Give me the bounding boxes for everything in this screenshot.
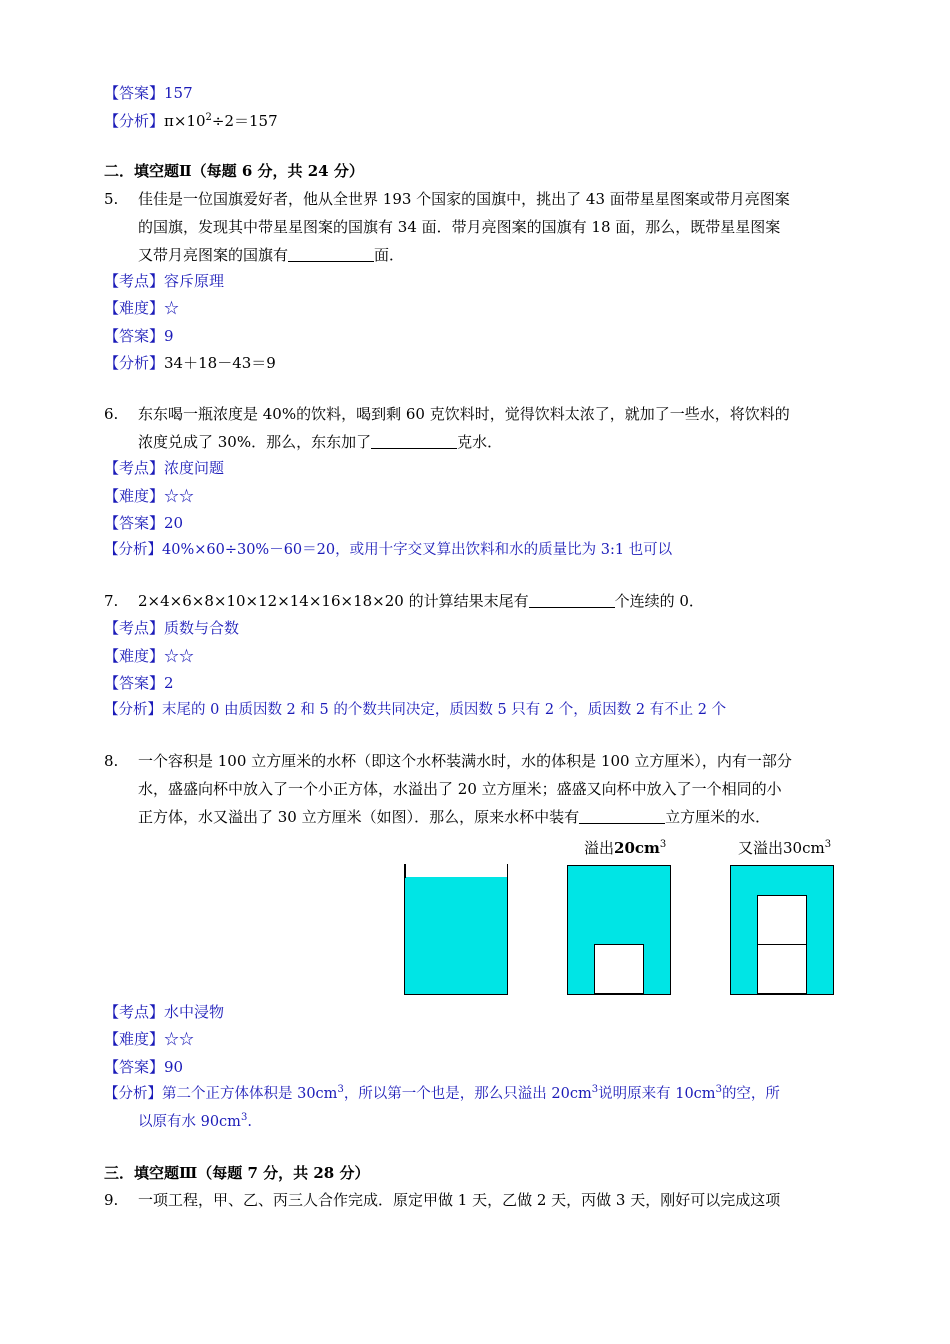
q8-point-row: 【考点】水中浸物 bbox=[104, 1003, 225, 1021]
q5-analysis-row: 【分析】34＋18－43＝9 bbox=[104, 354, 276, 372]
cube bbox=[594, 944, 644, 994]
answer-value: 157 bbox=[164, 84, 193, 102]
question-9-line-1: 一项工程，甲、乙、丙三人合作完成．原定甲做 1 天，乙做 2 天，丙做 3 天，刚好可以完成这项 bbox=[138, 1191, 781, 1209]
q7-analysis-row: 【分析】末尾的 0 由质因数 2 和 5 的个数共同决定，质因数 5 只有 2 个，质因数 2 有不止 2 个 bbox=[104, 702, 727, 718]
overflow-label-20: 溢出$20cm^3$ bbox=[584, 839, 667, 857]
q7-answer-row: 【答案】2 bbox=[104, 674, 174, 692]
question-9-number: 9. bbox=[104, 1191, 119, 1209]
analysis-tag: 【分析】 bbox=[104, 112, 165, 130]
question-6-number: 6. bbox=[104, 405, 119, 423]
q6-analysis-row: 【分析】40%×60÷30%－60＝20，或用十字交叉算出饮料和水的质量比为 3:1 也可以 bbox=[104, 542, 673, 558]
cup-one-cube bbox=[567, 865, 671, 995]
answer-tag: 【答案】 bbox=[104, 84, 165, 102]
analysis-row-4 bbox=[104, 110, 278, 132]
question-5-line-3: 又带月亮图案的国旗有 面． bbox=[138, 246, 405, 264]
answer-blank bbox=[288, 246, 374, 262]
q5-answer-row: 【答案】9 bbox=[104, 327, 174, 345]
section-heading-3: 三．填空题Ⅲ（每题 7 分，共 28 分） bbox=[104, 1164, 370, 1182]
q8-analysis-row: 【分析】第二个正方体体积是 $30cm^3$，所以第一个也是，那么只溢出 $20cm^3$说明原来有 $10cm^3$的空，所 bbox=[104, 1084, 780, 1102]
q8-answer-row: 【答案】90 bbox=[104, 1058, 184, 1076]
cube-bottom bbox=[757, 944, 807, 994]
section-heading-2: 二．填空题Ⅱ（每题 6 分，共 24 分） bbox=[104, 162, 364, 180]
q7-point-row: 【考点】质数与合数 bbox=[104, 619, 240, 637]
water bbox=[405, 877, 507, 994]
q5-difficulty-row: 【难度】☆ bbox=[104, 299, 180, 317]
question-8-number: 8. bbox=[104, 752, 119, 770]
q7-difficulty-row: 【难度】☆☆ bbox=[104, 647, 195, 665]
question-8-line-2: 水，盛盛向杯中放入了一个小正方体，水溢出了 20 立方厘米；盛盛又向杯中放入了一个相同的小 bbox=[138, 780, 782, 798]
question-5-line-2: 的国旗，发现其中带星星图案的国旗有 34 面．带月亮图案的国旗有 18 面，那么，既带星星图案 bbox=[138, 218, 781, 236]
q6-point-row: 【考点】浓度问题 bbox=[104, 459, 225, 477]
overflow-label-30: 又溢出$30cm^3$ bbox=[738, 839, 832, 857]
question-5-line-1: 佳佳是一位国旗爱好者，他从全世界 193 个国家的国旗中，挑出了 43 面带星星图案或带月亮图案 bbox=[138, 190, 790, 208]
q6-difficulty-row: 【难度】☆☆ bbox=[104, 487, 195, 505]
answer-blank bbox=[529, 592, 615, 608]
question-8-line-3: 正方体，水又溢出了 30 立方厘米（如图）．那么，原来水杯中装有 立方厘米的水． bbox=[138, 808, 771, 826]
analysis-formula: $\pi\times 10^2\div 2=157$ bbox=[164, 112, 278, 130]
cup-two-cubes bbox=[730, 865, 834, 995]
question-6-line-1: 东东喝一瓶浓度是 40%的饮料，喝到剩 60 克饮料时，觉得饮料太浓了，就加了一些水，将饮料的 bbox=[138, 405, 790, 423]
q8-difficulty-row: 【难度】☆☆ bbox=[104, 1030, 195, 1048]
q8-analysis-row-2: 以原有水 $90cm^3$. bbox=[138, 1112, 252, 1130]
cup-initial bbox=[404, 865, 508, 995]
question-5-number: 5. bbox=[104, 190, 119, 208]
question-7-number: 7. bbox=[104, 592, 119, 610]
q5-point-row: 【考点】容斥原理 bbox=[104, 272, 225, 290]
q6-answer-row: 【答案】20 bbox=[104, 514, 184, 532]
question-6-line-2: 浓度兑成了 30%．那么，东东加了 克水． bbox=[138, 433, 503, 451]
answer-row-4 bbox=[104, 82, 193, 104]
question-7-line-1: 2×4×6×8×10×12×14×16×18×20 的计算结果末尾有 个连续的 0． bbox=[138, 592, 704, 610]
cube-top bbox=[757, 895, 807, 945]
answer-blank bbox=[579, 808, 665, 824]
question-8-line-1: 一个容积是 100 立方厘米的水杯（即这个水杯装满水时，水的体积是 100 立方厘米），内有一部分 bbox=[138, 752, 792, 770]
answer-blank bbox=[371, 433, 457, 449]
